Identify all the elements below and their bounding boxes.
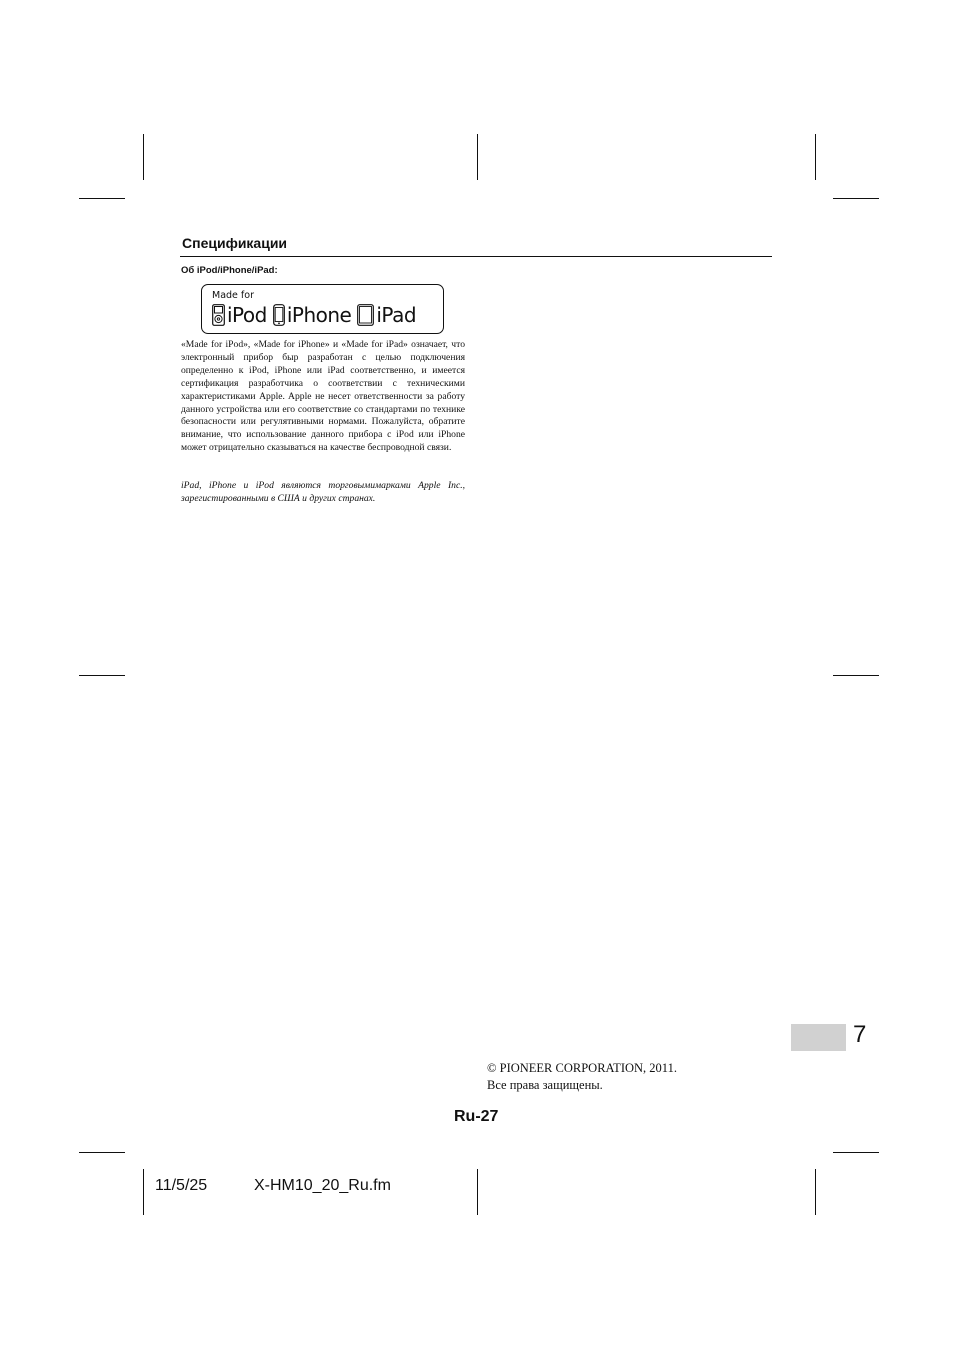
crop-mark-top-left-horizontal	[79, 198, 125, 199]
trademark-note: iPad, iPhone и iPod являются торговымимарками Apple Inc., зарегистированными в США и других странах.	[181, 480, 465, 504]
badge-item-ipad	[357, 303, 416, 327]
made-for-badge	[201, 284, 444, 334]
crop-mark-top-right-vertical	[815, 134, 816, 180]
ipod-icon	[212, 304, 225, 326]
iphone-icon	[273, 304, 285, 326]
crop-mark-top-center-vertical	[477, 134, 478, 180]
badge-made-for-label: Made for	[212, 290, 254, 301]
footer-filename: X-HM10_20_Ru.fm	[254, 1177, 391, 1194]
copyright-line: © PIONEER CORPORATION, 2011.	[487, 1061, 677, 1075]
page-number: Ru-27	[454, 1108, 499, 1125]
crop-mark-middle-right-horizontal	[833, 675, 879, 676]
crop-mark-bottom-left-horizontal	[79, 1152, 125, 1153]
section-title: Спецификации	[182, 235, 288, 251]
copyright-block	[487, 1060, 677, 1093]
crop-mark-bottom-left-vertical	[143, 1169, 144, 1215]
ipad-icon	[357, 304, 374, 326]
crop-mark-middle-left-horizontal	[79, 675, 125, 676]
badge-ipad-label: iPad	[376, 303, 417, 327]
footer-date: 11/5/25	[155, 1177, 208, 1194]
subheading: Об iPod/iPhone/iPad:	[181, 265, 278, 276]
body-paragraph: «Made for iPod», «Made for iPhone» и «Made for iPad» означает, что электронный прибор быр разработан с целью подключения определенно к iPod, iPhone или iPad соответственно, и имеется сертификация разработчика о соответствии с техническими характеристиками Apple. Apple не несет ответственности за работу данного устройства или его соответствие со стандартами по технике безопасности или регулятивными нормами. Пожалуйста, обратите внимание, что использование данного прибора с iPod или iPhone может отрицательно сказываться на качестве беспроводной связи.	[181, 339, 465, 454]
crop-mark-bottom-right-vertical	[815, 1169, 816, 1215]
badge-device-row	[212, 303, 422, 327]
section-divider	[180, 256, 772, 257]
badge-ipod-label: iPod	[227, 303, 267, 327]
crop-mark-bottom-center-vertical	[477, 1169, 478, 1215]
rights-reserved-line: Все права защищены.	[487, 1077, 603, 1092]
chapter-tab	[791, 1024, 846, 1051]
crop-mark-bottom-right-horizontal	[833, 1152, 879, 1153]
badge-item-iphone	[273, 303, 352, 327]
crop-mark-top-left-vertical	[143, 134, 144, 180]
badge-item-ipod	[212, 303, 267, 327]
chapter-tab-number: 7	[853, 1021, 867, 1048]
badge-iphone-label: iPhone	[286, 303, 352, 327]
crop-mark-top-right-horizontal	[833, 198, 879, 199]
